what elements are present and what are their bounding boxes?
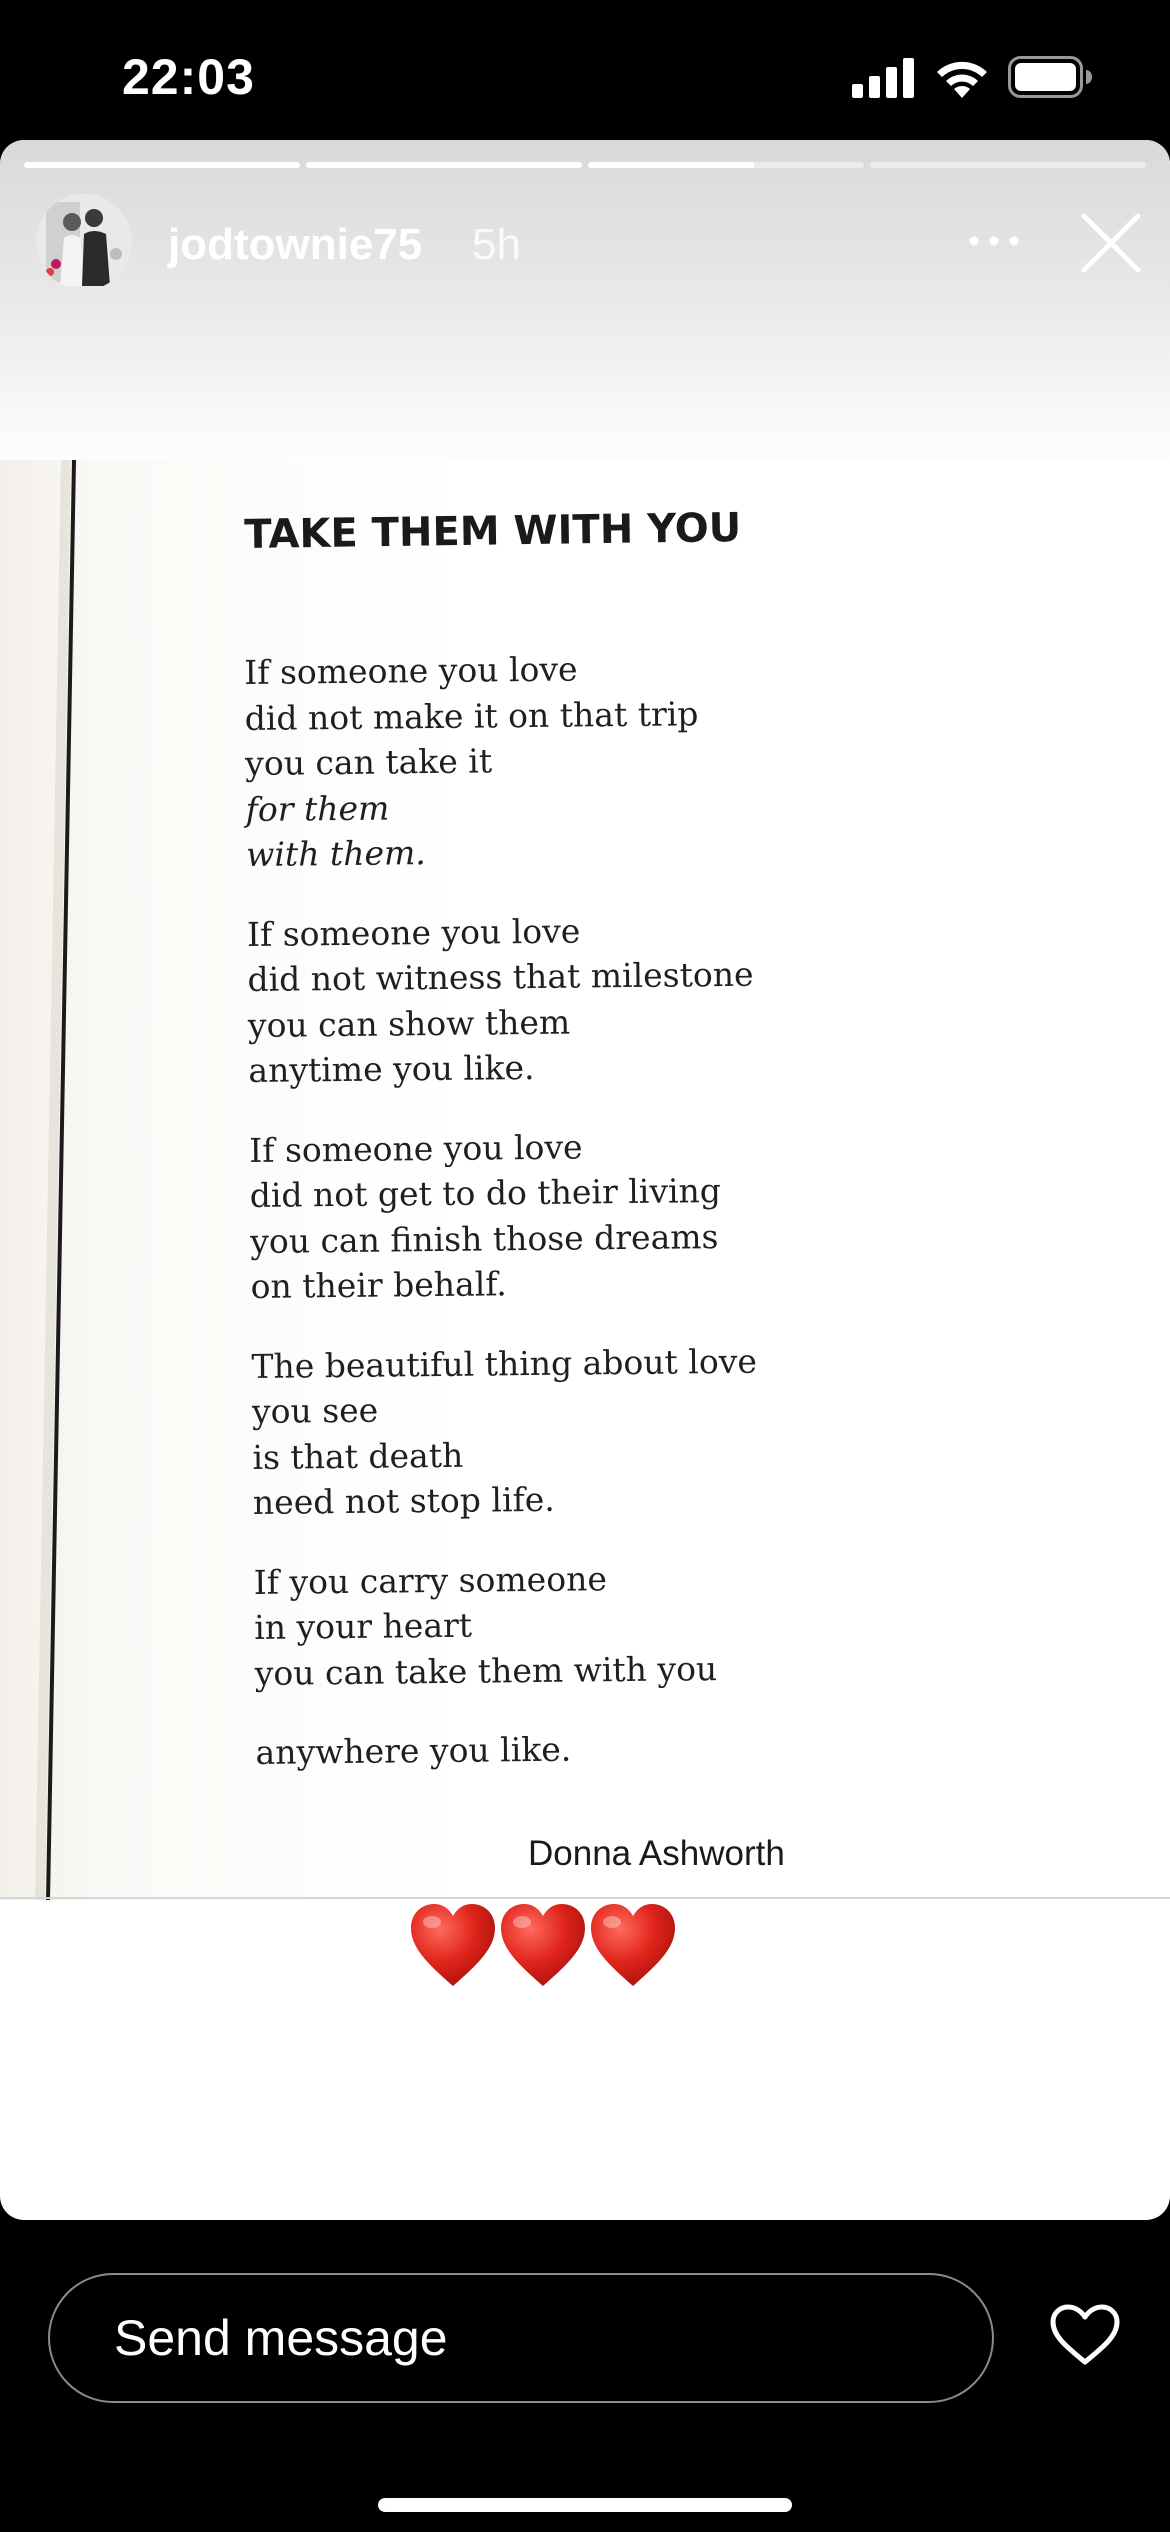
poem-author: Donna Ashworth	[528, 1834, 785, 1873]
red-heart-icon	[498, 1900, 588, 1992]
poem-page-photo	[0, 460, 1170, 1900]
avatar[interactable]	[36, 194, 132, 290]
poem-line: did not witness that milestone	[247, 954, 754, 999]
poem-line: If someone you love	[249, 1126, 583, 1170]
poem-line: you can show them	[247, 1002, 571, 1045]
status-bar	[0, 0, 1170, 140]
poem-stanza-5	[254, 1551, 1035, 1696]
poem-line: did not get to do their living	[249, 1171, 722, 1215]
poem-line: did not make it on that trip	[244, 693, 699, 738]
poem-line: with them.	[245, 833, 426, 874]
story-progress-segment	[306, 162, 582, 168]
hearts-sticker	[408, 1900, 688, 2000]
poem-line: anywhere you like.	[255, 1729, 572, 1772]
poem-stanza-1	[244, 642, 1026, 878]
avatar-photo-icon	[36, 194, 132, 290]
story-card[interactable]	[0, 140, 1170, 2220]
poem-title: TAKE THEM WITH YOU	[244, 505, 742, 558]
story-progress-bars	[24, 162, 1146, 168]
home-indicator	[378, 2498, 792, 2512]
poem-body	[244, 642, 1036, 1810]
poem-line: you can take them with you	[254, 1648, 718, 1693]
poem-line: The beautiful thing about love	[251, 1341, 758, 1386]
red-heart-icon	[408, 1900, 498, 1992]
story-header-gradient	[0, 140, 1170, 460]
story-progress-segment	[588, 162, 864, 168]
status-time: 22:03	[122, 49, 255, 105]
heart-outline-icon[interactable]	[1048, 2302, 1122, 2368]
poem-line: is that death	[252, 1435, 464, 1477]
photo-bottom-edge	[0, 1897, 1170, 1899]
story-time-ago: 5h	[472, 220, 521, 269]
poem-line: for them	[245, 787, 390, 829]
poem-line: on their behalf.	[250, 1264, 507, 1306]
poem-line: you can finish those dreams	[249, 1216, 719, 1261]
poem-line: If you carry someone	[253, 1558, 608, 1602]
poem-line: anytime you like.	[248, 1047, 535, 1090]
story-progress-segment	[24, 162, 300, 168]
send-message-input[interactable]	[48, 2273, 994, 2403]
poem-line: If someone you love	[244, 649, 578, 692]
poem-stanza-2	[247, 903, 1029, 1093]
more-icon[interactable]	[964, 226, 1024, 256]
battery-icon	[1008, 56, 1092, 98]
story-header	[36, 194, 1136, 294]
story-progress-segment	[870, 162, 1146, 168]
poem-line: If someone you love	[246, 910, 581, 954]
close-icon[interactable]	[1078, 210, 1144, 276]
wifi-icon	[934, 56, 990, 98]
poem-stanza-3	[249, 1119, 1031, 1309]
poem-stanza-4	[251, 1335, 1033, 1525]
poem-stanza-6	[255, 1722, 1035, 1776]
poem-line: you see	[251, 1390, 379, 1431]
story-username[interactable]: jodtownie75	[168, 220, 423, 269]
poem-line: in your heart	[254, 1605, 473, 1647]
poem-line: need not stop life.	[252, 1479, 555, 1522]
red-heart-icon	[588, 1900, 678, 1992]
reply-bar	[0, 2220, 1170, 2532]
poem-line: you can take it	[244, 741, 493, 783]
signal-icon	[852, 58, 914, 98]
